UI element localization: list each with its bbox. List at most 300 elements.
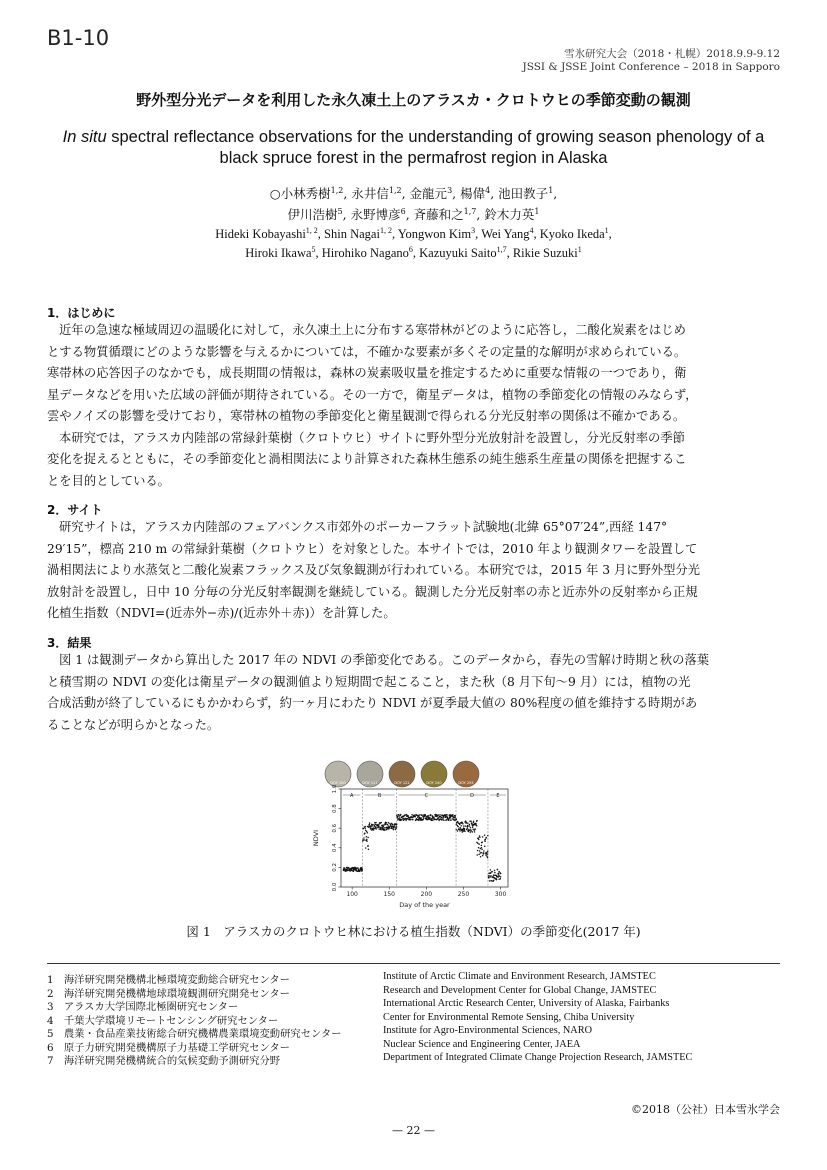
ndvi-point (476, 820, 478, 822)
authors-ja-line1 (0, 184, 827, 202)
ndvi-point (393, 827, 395, 829)
ndvi-point (486, 852, 488, 854)
ndvi-point (457, 826, 459, 828)
ndvi-point (424, 815, 426, 817)
author: 永野博彦$^6$, (350, 206, 414, 222)
ndvi-point (481, 849, 483, 851)
ndvi-point (388, 822, 390, 824)
s1-line: 本研究では，アラスカ内陸部の常緑針葉樹（クロトウヒ）サイトに野外型分光放射計を設置し，分光反射率の季節 (59, 430, 685, 445)
y-tick-label: 0.2 (332, 863, 338, 872)
ndvi-point (460, 825, 462, 827)
photo-label: DOY 255 (458, 781, 474, 785)
plot-frame (341, 789, 508, 887)
ndvi-point (410, 819, 412, 821)
page-number: — 22 — (392, 1124, 435, 1137)
s3-line: 図 1 は観測データから算出した 2017 年の NDVI の季節変化である。このデータから，春先の雪解け時期と秋の落葉 (59, 653, 710, 667)
ndvi-point (469, 825, 471, 827)
figure-caption: 図 1 アラスカのクロトウヒ林における植生指数（NDVI）の季節変化(2017 年) (186, 924, 641, 939)
title-en-line2: black spruce forest in the permafrost region in Alaska (219, 149, 608, 167)
author: 伊川浩樹$^5$, (287, 206, 351, 222)
ndvi-point (411, 814, 413, 816)
author-affiliation: 1 (534, 206, 540, 216)
x-axis-label: Day of the year (399, 901, 450, 909)
ndvi-point (459, 830, 461, 832)
section-2-body (47, 517, 780, 625)
ndvi-point (470, 827, 472, 829)
ndvi-point (398, 814, 400, 816)
s1-line: 星データなどを用いた広域の評価が期待されている。その一方で，衛星データは，植物の季節変化の情報のみならず， (47, 387, 698, 402)
author-name: Kazuyuki Saito (419, 246, 497, 261)
ndvi-point (392, 824, 394, 826)
s2-line: 研究サイトは，アラスカ内陸部のフェアバンクス市郊外のポーカーフラット試験地(北緯 65°07′24”,西経 147° (59, 520, 668, 534)
author-affiliation: 1, 2 (305, 226, 318, 235)
title-italic: In situ (62, 128, 107, 146)
ndvi-point (480, 856, 482, 858)
ndvi-point (483, 853, 485, 855)
s2-line: 渦相関法により水蒸気と二酸化炭素フラックス及び気象観測が行われている。本研究では，2015 年 3 月に野外型分光 (47, 563, 701, 577)
paper-id: B1-10 (47, 26, 110, 50)
author-name: 斉藤和之 (413, 207, 464, 222)
photo-label: DOY 122 (394, 781, 410, 785)
footnote-en: Institute of Arctic Climate and Environment Research, JAMSTEC (383, 971, 656, 982)
ndvi-point (398, 815, 400, 817)
s3-line: ることなどが明らかとなった。 (47, 717, 220, 732)
ndvi-point (462, 831, 464, 833)
ndvi-point (365, 830, 367, 832)
conference-line-1: 雪氷研究大会（2018・札幌）2018.9.9-9.12 (564, 48, 780, 60)
author-affiliation: 4 (485, 185, 491, 195)
ndvi-point (367, 837, 369, 839)
ndvi-point (490, 875, 492, 877)
footnote-ja: 5 農業・食品産業技術総合研究機構農業環境変動研究センター (47, 1028, 342, 1040)
ndvi-point (412, 819, 414, 821)
ndvi-point (435, 819, 437, 821)
ndvi-point (484, 846, 486, 848)
author-affiliation: 4 (529, 226, 534, 235)
ndvi-point (401, 819, 403, 821)
ndvi-point (422, 819, 424, 821)
ndvi-point (487, 857, 489, 859)
ndvi-point (362, 868, 364, 870)
author: Yongwon Kim$^3$, (397, 226, 482, 242)
ndvi-point (500, 873, 502, 875)
author-name: Shin Nagai (324, 227, 380, 242)
author-affiliation: 1,2 (388, 185, 402, 195)
ndvi-point (493, 874, 495, 876)
ndvi-point (378, 826, 380, 828)
title-english (60, 127, 767, 169)
s1-line: 雲やノイズの影響を受けており，寒帯林の植物の季節変化と衛星観測で得られる分光反射率の関係は不確かである。 (47, 409, 686, 423)
ndvi-point (364, 827, 366, 829)
s3-line: 合成活動が終了しているにもかかわらず，約一ヶ月にわたり NDVI が夏季最大値の 80%程度の値を維持する時期があ (47, 696, 698, 710)
ndvi-point (478, 847, 480, 849)
ndvi-point (471, 823, 473, 825)
ndvi-point (365, 847, 367, 849)
ndvi-point (384, 829, 386, 831)
ndvi-point (429, 819, 431, 821)
ndvi-point (464, 829, 466, 831)
ndvi-point (484, 834, 486, 836)
ndvi-point (482, 836, 484, 838)
author-affiliation: 1 (604, 226, 609, 235)
photo-label: DOY 117 (362, 781, 378, 785)
ndvi-point (439, 814, 441, 816)
author-name: Hiroki Ikawa (245, 246, 312, 261)
author-name: Yongwon Kim (397, 227, 472, 242)
ndvi-point (475, 823, 477, 825)
author-name: 鈴木力英 (484, 207, 535, 222)
authors-en-line1 (0, 226, 827, 242)
ndvi-point (481, 852, 483, 854)
s1-line: 変化を捉えるとともに，その季節変化と渦相関法により計算された森林生態系の純生態系生産量の関係を把握するこ (47, 452, 687, 466)
ndvi-point (383, 827, 385, 829)
x-tick-label: 300 (494, 891, 507, 898)
author-name: 金龍元 (409, 186, 448, 201)
ndvi-point (375, 827, 377, 829)
ndvi-point (484, 841, 486, 843)
ndvi-point (363, 828, 365, 830)
photo-label: DOY 240 (426, 781, 442, 785)
author: ○小林秀樹$^{1,2}$, (269, 185, 352, 201)
author: 金龍元$^3$, (409, 185, 461, 201)
ndvi-point (483, 850, 485, 852)
ndvi-point (369, 824, 371, 826)
author-name: 池田教子 (498, 186, 549, 201)
author-affiliation: 1,7 (463, 206, 477, 216)
ndvi-point (381, 822, 383, 823)
x-tick-label: 250 (457, 891, 470, 898)
ndvi-point (467, 822, 469, 824)
ndvi-point (491, 880, 493, 882)
author: Shin Nagai$^{1, 2}$, (324, 226, 398, 242)
phase-label: A (350, 793, 354, 799)
ndvi-point (476, 825, 478, 827)
ndvi-point (375, 822, 377, 824)
ndvi-point (482, 855, 484, 857)
ndvi-point (459, 824, 461, 826)
author: Kyoko Ikeda$^1$, (539, 226, 612, 242)
ndvi-point (474, 824, 476, 826)
ndvi-point (432, 819, 434, 821)
y-tick-label: 1.0 (332, 784, 338, 794)
ndvi-plot (312, 784, 508, 909)
ndvi-point (465, 820, 467, 822)
ndvi-point (497, 869, 499, 871)
ndvi-point (466, 822, 468, 824)
ndvi-point (363, 837, 365, 839)
ndvi-point (368, 826, 370, 828)
ndvi-point (479, 850, 481, 852)
ndvi-point (418, 820, 420, 822)
ndvi-point (407, 815, 409, 817)
title-japanese: 野外型分光データを利用した永久凍土上のアラスカ・クロトウヒの季節変動の観測 (136, 91, 691, 109)
author-affiliation: 6 (408, 245, 413, 254)
author-name: 楊偉 (460, 186, 486, 201)
s1-line: とする物質循環にどのような影響を与えるかについては，不確かな要素が多くその定量的な解明が求められている。 (47, 344, 687, 359)
author-affiliation: 3 (471, 226, 476, 235)
ndvi-point (419, 814, 421, 816)
footnote-ja: 4 千葉大学環境リモートセンシング研究センター (47, 1014, 279, 1027)
author-name: Wei Yang (481, 227, 530, 242)
ndvi-point (376, 828, 378, 830)
author-name: 永野博彦 (350, 207, 401, 222)
ndvi-point (364, 832, 366, 834)
ndvi-point (467, 827, 469, 829)
ndvi-point (428, 815, 430, 817)
ndvi-point (459, 827, 461, 829)
author-affiliation: 1, 2 (379, 226, 392, 235)
ndvi-point (470, 830, 472, 832)
ndvi-point (365, 826, 367, 828)
ndvi-point (386, 822, 388, 824)
author-name: Hideki Kobayashi (215, 227, 306, 242)
footnote-en: Center for Environmental Remote Sensing, Chiba University (383, 1011, 635, 1023)
ndvi-point (470, 831, 472, 833)
canopy-photos (325, 761, 479, 787)
ndvi-point (441, 817, 443, 819)
ndvi-point (364, 839, 366, 841)
ndvi-point (477, 850, 479, 852)
ndvi-point (456, 823, 458, 825)
ndvi-point (443, 820, 445, 822)
ndvi-point (450, 820, 452, 822)
ndvi-point (454, 816, 456, 818)
title-en-line1: spectral reflectance observations for the understanding of growing season phenology of a (106, 128, 765, 146)
ndvi-point (366, 831, 368, 833)
ndvi-point (387, 824, 389, 826)
ndvi-point (373, 829, 375, 831)
ndvi-point (464, 831, 466, 833)
ndvi-point (367, 832, 369, 834)
author-name: Hirohiko Nagano (321, 246, 409, 261)
y-axis-label: NDVI (312, 829, 320, 847)
author (484, 207, 539, 222)
ndvi-point (470, 820, 472, 822)
ndvi-point (388, 825, 390, 827)
ndvi-point (485, 837, 487, 839)
ndvi-point (429, 817, 431, 819)
s1-line: 寒帯林の応答因子のなかでも，成長期間の情報は，森林の炭素吸収量を推定するために重要な情報の一つであり，衛 (47, 366, 687, 380)
ndvi-point (459, 829, 461, 831)
ndvi-point (367, 845, 369, 847)
ndvi-point (498, 872, 500, 874)
ndvi-point (366, 840, 368, 842)
author-affiliation: 5 (337, 206, 343, 216)
footnote-en: Nuclear Science and Engineering Center, JAEA (383, 1038, 581, 1050)
ndvi-point (371, 824, 373, 826)
ndvi-point (421, 814, 423, 816)
ndvi-point (496, 879, 498, 881)
author-affiliation: 1,7 (496, 245, 507, 254)
section-2-heading: 2．サイト (47, 503, 103, 517)
ndvi-point (491, 871, 493, 873)
ndvi-point (474, 828, 476, 830)
ndvi-point (372, 824, 374, 826)
ndvi-point (370, 827, 372, 829)
ndvi-point (378, 824, 380, 826)
ndvi-point (478, 854, 480, 856)
author-affiliation: 6 (400, 206, 406, 216)
ndvi-point (383, 826, 385, 828)
phase-label: E (496, 793, 500, 799)
ndvi-point (353, 870, 355, 872)
author-name: Rikie Suzuki (512, 246, 578, 261)
y-tick-label: 0.4 (332, 843, 338, 853)
ndvi-point (488, 877, 490, 879)
s2-line: 放射計を設置し，日中 10 分毎の分光反射率観測を継続している。観測した分光反射率の赤と近赤外の反射率から正規 (47, 584, 698, 599)
section-3-body (47, 650, 780, 736)
s1-line: とを目的としている。 (47, 473, 170, 488)
ndvi-point (479, 836, 481, 838)
author-affiliation: 5 (311, 245, 316, 254)
author: 斉藤和之$^{1,7}$, (413, 206, 485, 222)
ndvi-point (396, 823, 398, 825)
ndvi-point (481, 841, 483, 843)
ndvi-point (473, 822, 475, 824)
ndvi-point (467, 825, 469, 827)
ndvi-point (446, 814, 448, 816)
ndvi-point (368, 849, 370, 851)
ndvi-point (366, 839, 368, 841)
ndvi-point (477, 843, 479, 845)
authors-ja-line2 (0, 205, 827, 223)
footnote-en: Institute for Agro-Environmental Sciences, NARO (383, 1025, 593, 1036)
ndvi-point (487, 853, 489, 855)
ndvi-point (407, 818, 409, 820)
ndvi-point (380, 827, 382, 829)
s2-line: 化植生指数（NDVI=(近赤外−赤)/(近赤外＋赤)）を計算した。 (47, 606, 396, 620)
ndvi-point (421, 817, 423, 819)
s3-line: と積雪期の NDVI の変化は衛星データの観測値より短期間で起こること，また秋（8 月下旬〜9 月）には，植物の光 (47, 674, 691, 689)
ndvi-point (369, 822, 371, 824)
ndvi-point (423, 817, 425, 819)
ndvi-point (493, 880, 495, 882)
ndvi-point (485, 854, 487, 856)
ndvi-point (396, 826, 398, 828)
ndvi-point (385, 824, 387, 826)
ndvi-point (427, 815, 429, 817)
phase-label: D (470, 793, 474, 799)
ndvi-point (457, 830, 459, 832)
ndvi-point (462, 823, 464, 825)
ndvi-figure (308, 759, 518, 919)
x-tick-label: 100 (346, 891, 358, 898)
ndvi-point (363, 839, 365, 841)
ndvi-point (373, 828, 375, 830)
author: Wei Yang$^4$, (481, 226, 540, 242)
y-tick-label: 0.6 (332, 823, 338, 833)
ndvi-point (497, 876, 499, 878)
ndvi-point (487, 835, 489, 837)
ndvi-point (486, 855, 488, 857)
author (513, 246, 582, 260)
ndvi-point (494, 870, 496, 872)
ndvi-point (481, 845, 483, 847)
footnote-en: Research and Development Center for Global Change, JAMSTEC (383, 984, 657, 996)
ndvi-point (366, 836, 368, 838)
ndvi-point (478, 843, 480, 845)
ndvi-point (495, 878, 497, 880)
ndvi-point (489, 880, 491, 882)
author: 永井信$^{1,2}$, (351, 185, 410, 201)
ndvi-point (375, 824, 377, 826)
footnote-en: International Arctic Research Center, University of Alaska, Fairbanks (383, 998, 670, 1009)
ndvi-point (490, 869, 492, 871)
ndvi-point (500, 876, 502, 878)
author: Hiroki Ikawa$^5$, (245, 245, 322, 261)
author-name: Kyoko Ikeda (539, 227, 605, 242)
section-1-heading: 1．はじめに (47, 306, 116, 320)
ndvi-point (388, 828, 390, 830)
ndvi-point (430, 815, 432, 817)
ndvi-point (500, 878, 502, 880)
s1-line: 近年の急速な極域周辺の温暖化に対して，永久凍土上に分布する寒帯林がどのように応答し，二酸化炭素をはじめ (59, 323, 686, 337)
phase-label: B (377, 793, 382, 799)
author: 楊偉$^4$, (460, 185, 499, 201)
ndvi-point (465, 825, 467, 827)
ndvi-point (344, 868, 346, 870)
s2-line: 29′15”，標高 210 m の常緑針葉樹（クロトウヒ）を対象とした。本サイトでは，2010 年より観測タワーを設置して (47, 541, 698, 556)
ndvi-point (474, 831, 476, 833)
ndvi-point (490, 872, 492, 874)
ndvi-point (452, 814, 454, 816)
ndvi-point (472, 827, 474, 829)
section-1-body (47, 320, 780, 492)
author-affiliation: 1,2 (330, 185, 344, 195)
author-affiliation: 1 (577, 245, 582, 254)
ndvi-point (481, 847, 483, 849)
ndvi-point (456, 819, 458, 821)
footnote-ja: 2 海洋研究開発機構地球環境観測研究開発センター (47, 987, 290, 1000)
ndvi-point (489, 875, 491, 877)
footnote-ja: 6 原子力研究開発機構原子力基礎工学研究センター (47, 1041, 290, 1054)
author-name: ○小林秀樹 (269, 186, 331, 201)
ndvi-point (485, 839, 487, 841)
author-name: 永井信 (351, 186, 389, 201)
ndvi-point (399, 817, 401, 819)
ndvi-point (478, 839, 480, 841)
phase-label: C (424, 793, 429, 799)
ndvi-point (455, 829, 457, 831)
ndvi-point (469, 824, 471, 826)
ndvi-point (371, 825, 373, 827)
footnote-divider (47, 963, 780, 964)
author-name: 伊川浩樹 (287, 207, 338, 222)
copyright: ©2018（公社）日本雪氷学会 (631, 1103, 780, 1116)
author: Hirohiko Nagano$^6$, (321, 245, 420, 261)
author: Hideki Kobayashi$^{1, 2}$, (215, 226, 325, 242)
ndvi-point (415, 816, 417, 818)
conference-line-2: JSSI & JSSE Joint Conference – 2018 in Sapporo (522, 61, 780, 73)
ndvi-point (487, 851, 489, 853)
ndvi-point (472, 831, 474, 833)
footnote-en: Department of Integrated Climate Change Projection Research, JAMSTEC (383, 1052, 693, 1063)
ndvi-point (462, 822, 464, 824)
ndvi-point (433, 816, 435, 818)
author-affiliation: 1 (548, 185, 554, 195)
y-tick-label: 0.8 (332, 804, 338, 813)
ndvi-point (498, 871, 500, 873)
x-tick-label: 150 (383, 891, 395, 898)
ndvi-point (357, 867, 359, 869)
ndvi-point (478, 837, 480, 839)
footnote-ja: 3 アラスカ大学国際北極圏研究センター (47, 1001, 239, 1013)
ndvi-point (400, 814, 402, 816)
ndvi-point (438, 814, 440, 816)
footnote-ja: 1 海洋研究開発機構北極環境変動総合研究センター (47, 974, 290, 986)
author: Kazuyuki Saito$^{1,7}$, (419, 245, 513, 261)
authors-en-line2 (0, 245, 827, 261)
